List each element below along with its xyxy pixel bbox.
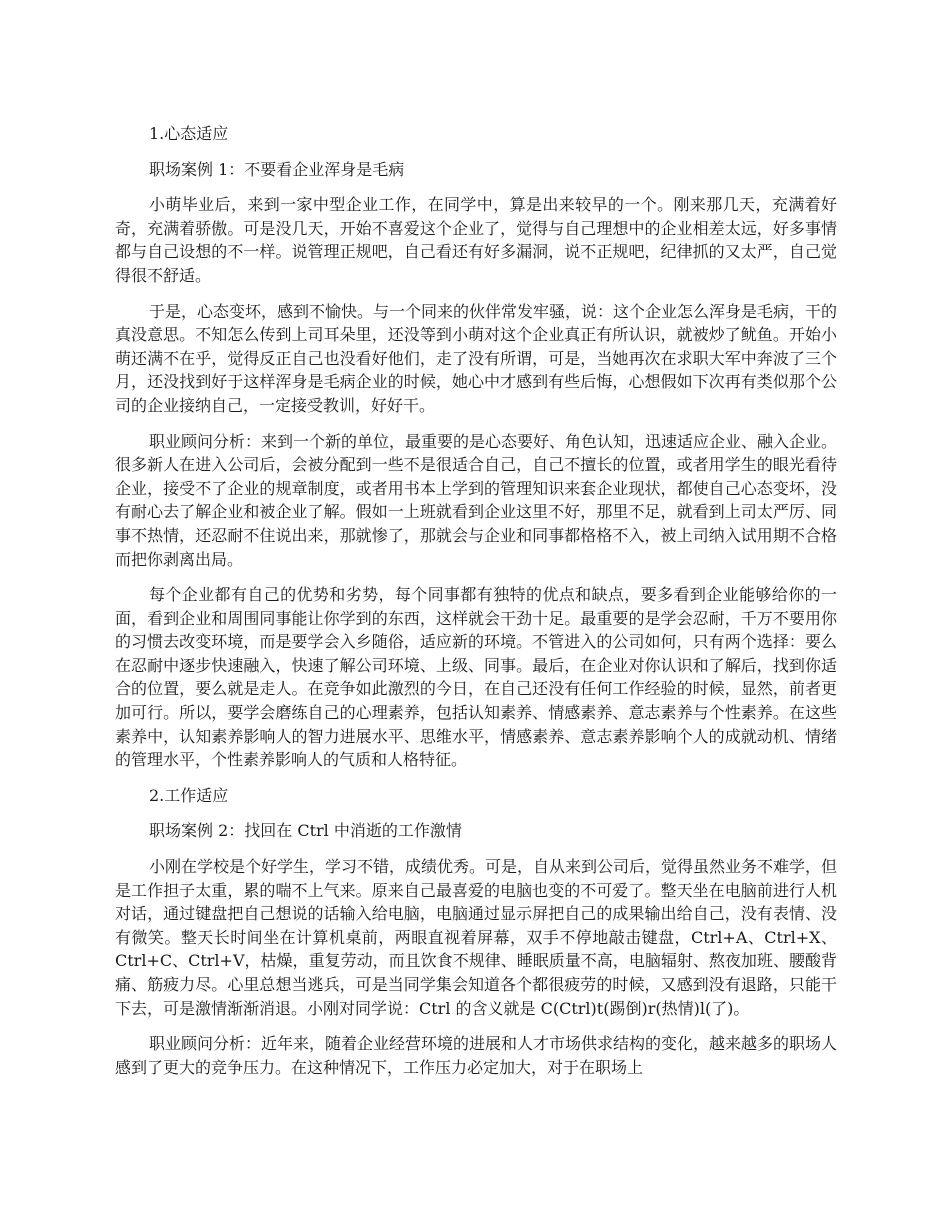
analysis-1-paragraph-1: 职业顾问分析：来到一个新的单位，最重要的是心态要好、角色认知，迅速适应企业、融入企业。很多新人在进入公司后，会被分配到一些不是很适合自己，自己不擅长的位置，或者用学生的眼光看待企业，接受不了企业的规章制度，或者用书本上学到的管理知识来套企业现状，都使自己心态变坏，没有耐心去了解企业和被企业了解。假如一上班就看到企业这里不好，那里不足，就看到上司太严厉、同事不热情，还忍耐不住说出来，那就惨了，那就会与企业和同事都格格不入，被上司纳入试用期不合格而把你剥离出局。 xyxy=(115,431,838,569)
case-2-paragraph-1: 小刚在学校是个好学生，学习不错，成绩优秀。可是，自从来到公司后，觉得虽然业务不难学，但是工作担子太重，累的喘不上气来。原来自己最喜爱的电脑也变的不可爱了。整天坐在电脑前进行人机对话，通过键盘把自己想说的话输入给电脑，电脑通过显示屏把自己的成果输出给自己，没有表情、没有微笑。整天长时间坐在计算机桌前，两眼直视着屏幕，双手不停地敲击键盘，Ctrl+A、Ctrl+X、Ctrl+C、Ctrl+V，枯燥，重复劳动，而且饮食不规律、睡眠质量不高，电脑辐射、熬夜加班、腰酸背痛、筋疲力尽。心里总想当逃兵，可是当同学集会知道各个都很疲劳的时候，又感到没有退路，只能干下去，可是激情渐渐消退。小刚对同学说：Ctrl 的含义就是 C(Ctrl)t(踢倒)r(热情)l(了)。 xyxy=(115,857,838,1018)
case-1-title: 职场案例 1：不要看企业浑身是毛病 xyxy=(149,159,405,179)
section-heading-2: 2.工作适应 xyxy=(149,785,229,805)
document-page xyxy=(115,122,837,1091)
case-1-paragraph-2: 于是，心态变坏，感到不愉快。与一个同来的伙伴常发牢骚，说：这个企业怎么浑身是毛病，干的真没意思。不知怎么传到上司耳朵里，还没等到小萌对这个企业真正有所认识，就被炒了鱿鱼。开始小萌还满不在乎，觉得反正自己也没看好他们，走了没有所谓，可是，当她再次在求职大军中奔波了三个月，还没找到好于这样浑身是毛病企业的时候，她心中才感到有些后悔，心想假如下次再有类似那个公司的企业接纳自己，一定接受教训，好好干。 xyxy=(115,301,838,415)
section-heading-1: 1.心态适应 xyxy=(149,124,229,143)
analysis-1-paragraph-2: 每个企业都有自己的优势和劣势，每个同事都有独特的优点和缺点，要多看到企业能够给你的一面，看到企业和周围同事能让你学到的东西，这样就会干劲十足。最重要的是学会忍耐，千万不要用你的习惯去改变环境，而是要学会入乡随俗，适应新的环境。不管进入的公司如何，只有两个选择：要么在忍耐中逐步快速融入，快速了解公司环境、上级、同事。最后，在企业对你认识和了解后，找到你适合的位置，要么就是走人。在竞争如此激烈的今日，在自己还没有任何工作经验的时候，显然，前者更加可行。所以，要学会磨练自己的心理素养，包括认知素养、情感素养、意志素养与个性素养。在这些素养中，认知素养影响人的智力进展水平、思维水平，情感素养、意志素养影响个人的成就动机、情绪的管理水平，个性素养影响人的气质和人格特征。 xyxy=(115,585,837,770)
case-2-title: 职场案例 2：找回在 Ctrl 中消逝的工作激情 xyxy=(149,821,462,841)
analysis-2-paragraph-1: 职业顾问分析：近年来，随着企业经营环境的进展和人才市场供求结构的变化，越来越多的职场人感到了更大的竞争压力。在这种情况下，工作压力必定加大，对于在职场上 xyxy=(115,1034,838,1077)
case-1-paragraph-1: 小萌毕业后，来到一家中型企业工作，在同学中，算是出来较早的一个。刚来那几天，充满着好奇，充满着骄傲。可是没几天，开始不喜爱这个企业了，觉得与自己理想中的企业相差太远，好多事情都与自己设想的不一样。说管理正规吧，自己看还有好多漏洞，说不正规吧，纪律抓的又太严，自己觉得很不舒适。 xyxy=(115,195,837,285)
